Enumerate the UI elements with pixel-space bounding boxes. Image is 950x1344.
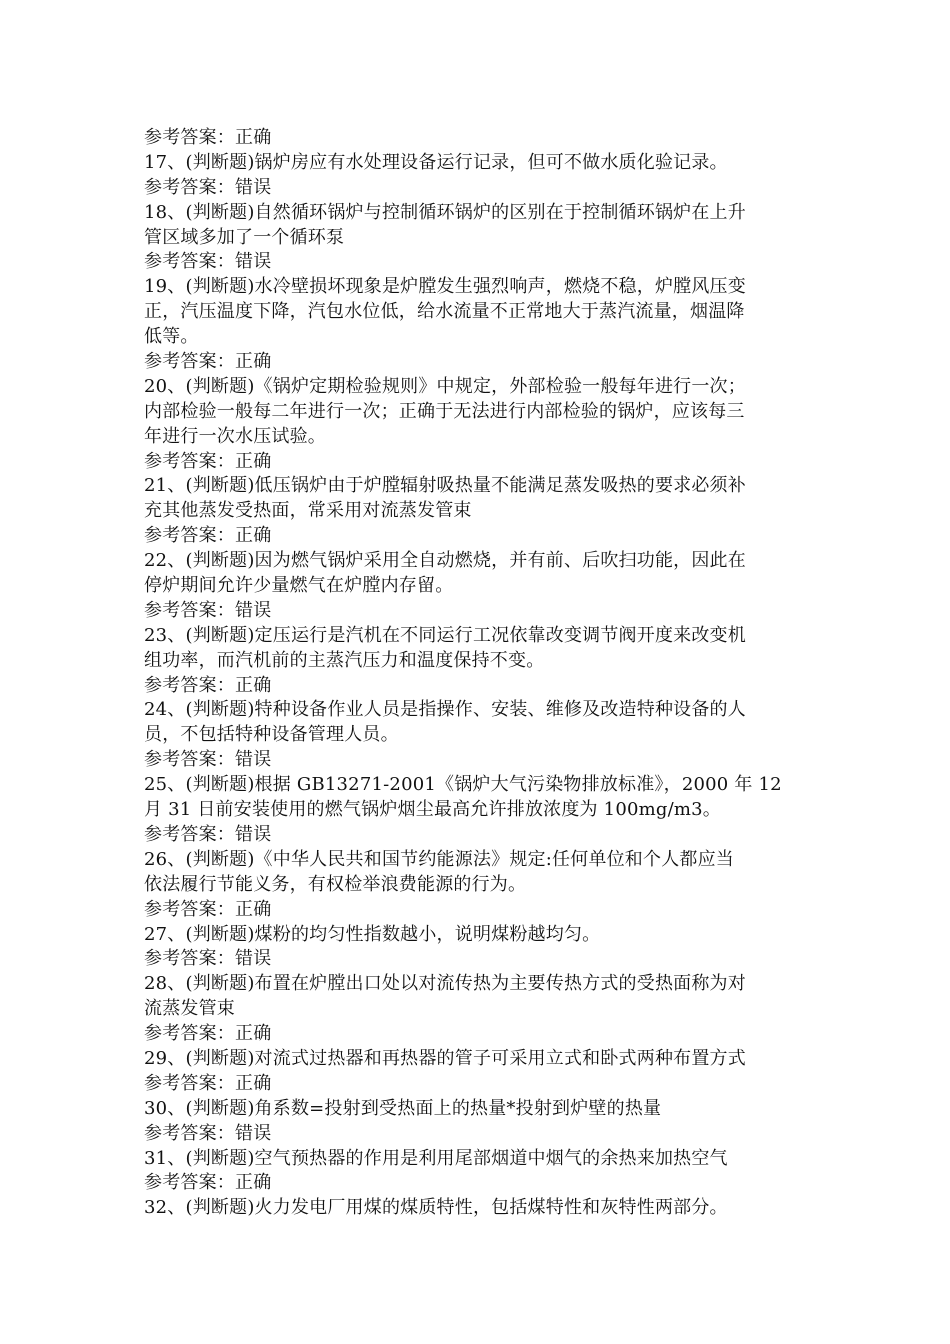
text-line: 依法履行节能义务，有权检举浪费能源的行为。 [144, 873, 527, 895]
text-line: 24、(判断题)特种设备作业人员是指操作、安装、维修及改造特种设备的人 [144, 699, 746, 721]
text-line: 参考答案：正确 [144, 1172, 272, 1194]
text-line: 参考答案：正确 [144, 525, 272, 547]
text-line: 内部检验一般每二年进行一次；正确于无法进行内部检验的锅炉，应该每三 [144, 400, 745, 422]
text-line: 管区域多加了一个循环泵 [144, 226, 345, 248]
text-line: 停炉期间允许少量燃气在炉膛内存留。 [144, 575, 454, 597]
text-line: 参考答案：正确 [144, 351, 272, 373]
text-line: 25、(判断题)根据 GB13271-2001《锅炉大气污染物排放标准》，2000 年 12 [144, 774, 782, 796]
text-line: 23、(判断题)定压运行是汽机在不同运行工况依靠改变调节阀开度来改变机 [144, 624, 746, 646]
text-line: 员，不包括特种设备管理人员。 [144, 724, 399, 746]
text-line: 29、(判断题)对流式过热器和再热器的管子可采用立式和卧式两种布置方式 [144, 1047, 746, 1069]
text-line: 参考答案：正确 [144, 450, 272, 472]
text-line: 31、(判断题)空气预热器的作用是利用尾部烟道中烟气的余热来加热空气 [144, 1147, 728, 1169]
document-body [144, 126, 814, 1221]
text-line: 参考答案：正确 [144, 1023, 272, 1045]
text-line: 参考答案：错误 [144, 823, 272, 845]
text-line: 18、(判断题)自然循环锅炉与控制循环锅炉的区别在于控制循环锅炉在上升 [144, 201, 746, 223]
text-line: 28、(判断题)布置在炉膛出口处以对流传热为主要传热方式的受热面称为对 [144, 973, 746, 995]
text-line: 参考答案：错误 [144, 599, 272, 621]
text-line: 正，汽压温度下降，汽包水位低，给水流量不正常地大于蒸汽流量，烟温降 [144, 301, 745, 323]
text-line: 充其他蒸发受热面，常采用对流蒸发管束 [144, 500, 472, 522]
text-line: 参考答案：正确 [144, 127, 272, 148]
text-line: 流蒸发管束 [144, 998, 235, 1020]
text-line: 26、(判断题)《中华人民共和国节约能源法》规定:任何单位和个人都应当 [144, 848, 735, 870]
text-line: 参考答案：错误 [144, 749, 272, 771]
text-line: 参考答案：正确 [144, 1072, 272, 1094]
text-line: 参考答案：正确 [144, 898, 272, 920]
text-line: 参考答案：错误 [144, 948, 272, 970]
text-line: 20、(判断题)《锅炉定期检验规则》中规定，外部检验一般每年进行一次； [144, 375, 746, 397]
text-line: 27、(判断题)煤粉的均匀性指数越小，说明煤粉越均匀。 [144, 923, 601, 945]
text-line: 参考答案：错误 [144, 251, 272, 273]
text-line: 30、(判断题)角系数=投射到受热面上的热量*投射到炉壁的热量 [144, 1097, 662, 1119]
text-line: 19、(判断题)水冷壁损坏现象是炉膛发生强烈响声，燃烧不稳，炉膛风压变 [144, 276, 746, 298]
text-line: 32、(判断题)火力发电厂用煤的煤质特性，包括煤特性和灰特性两部分。 [144, 1197, 728, 1219]
text-line: 参考答案：错误 [144, 1122, 272, 1144]
text-line: 低等。 [144, 326, 199, 348]
text-line: 参考答案：错误 [144, 176, 272, 198]
text-line: 组功率，而汽机前的主蒸汽压力和温度保持不变。 [144, 649, 545, 671]
text-line: 22、(判断题)因为燃气锅炉采用全自动燃烧，并有前、后吹扫功能，因此在 [144, 550, 746, 572]
text-line: 21、(判断题)低压锅炉由于炉膛辐射吸热量不能满足蒸发吸热的要求必须补 [144, 475, 746, 497]
text-line: 17、(判断题)锅炉房应有水处理设备运行记录，但可不做水质化验记录。 [144, 151, 728, 173]
text-line: 月 31 日前安装使用的燃气锅炉烟尘最高允许排放浓度为 100mg/m3。 [144, 799, 721, 821]
text-line: 参考答案：正确 [144, 674, 272, 696]
text-line: 年进行一次水压试验。 [144, 425, 326, 447]
